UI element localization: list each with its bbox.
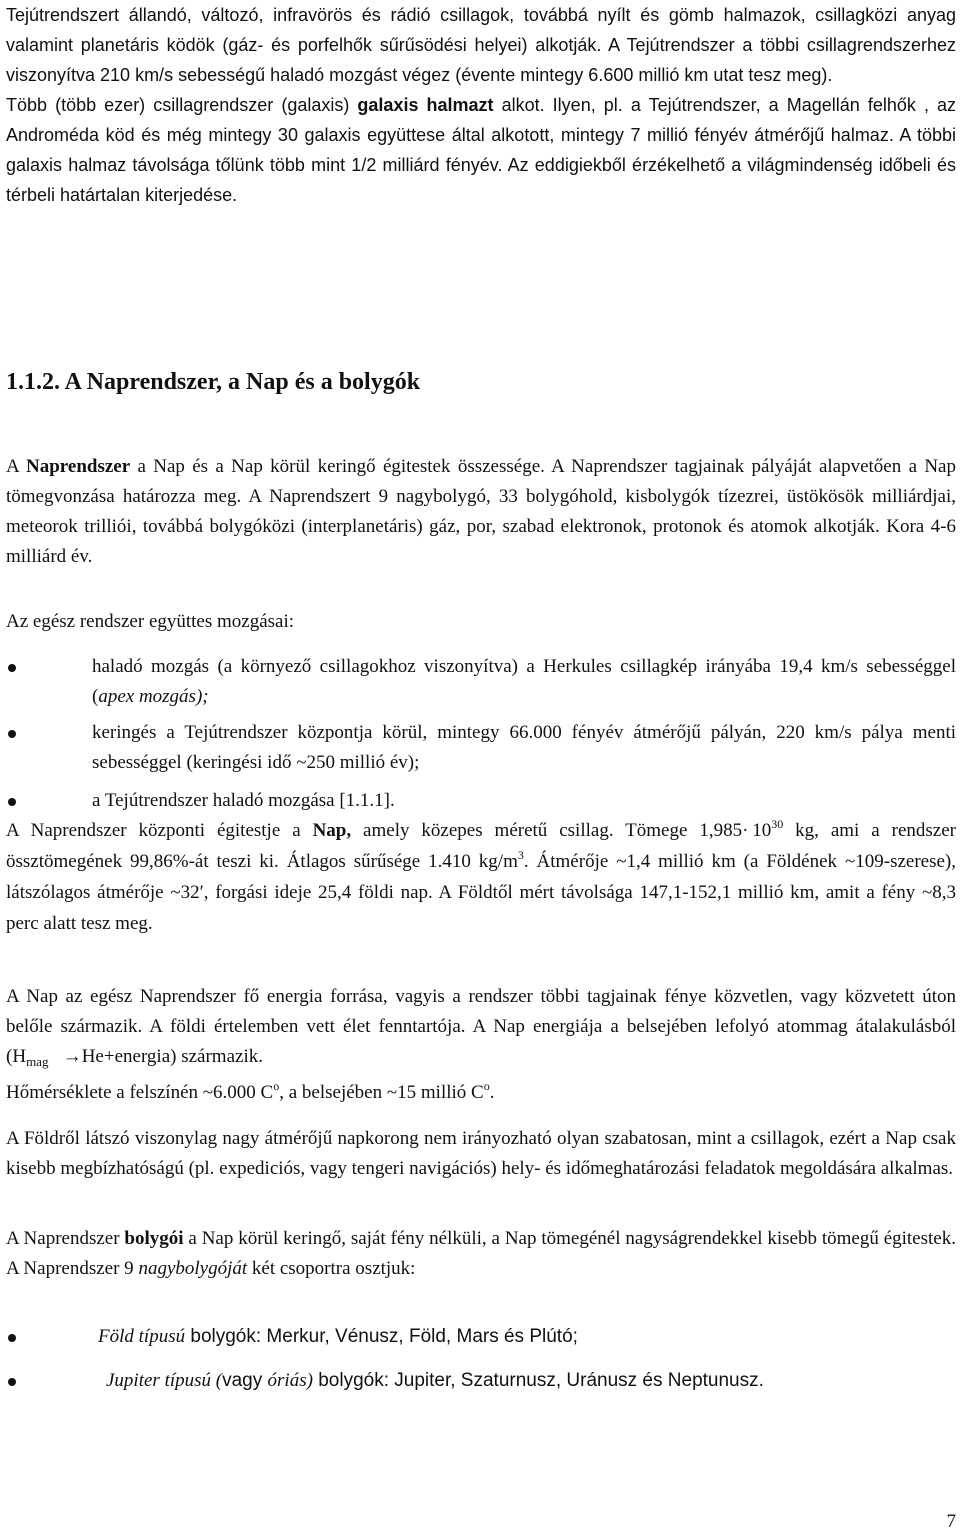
planets-post: két csoportra osztjuk: <box>247 1258 416 1279</box>
temperature-paragraph <box>6 1078 956 1108</box>
bullet-icon <box>8 730 16 738</box>
energy-sub: mag <box>26 1054 49 1069</box>
motion-intro <box>6 607 956 637</box>
planets-italic: nagybolygóját <box>138 1258 248 1279</box>
group-1-text: bolygók: Merkur, Vénusz, Föld, Mars és Plútó; <box>185 1326 578 1347</box>
motion-item-1-italic: apex mozgás); <box>98 686 209 707</box>
list-item <box>6 718 956 778</box>
degree-1: o <box>273 1079 280 1093</box>
disk-paragraph <box>6 1124 956 1184</box>
sun-post: . Átmérője ~1,4 millió km (a Földének ~109-szerese), látszólagos átmérője ~32′, forgási ideje 25,4 földi nap. A Földtől mért távolsága 147,1-152,1 millió km, amit a fény ~8,3 perc alatt tesz meg. <box>6 851 956 934</box>
temp-post: . <box>489 1082 495 1103</box>
intro-p2-bold: galaxis halmazt <box>357 95 494 115</box>
page-number: 7 <box>946 1511 956 1532</box>
planet-groups-list <box>6 1322 956 1410</box>
bullet-icon <box>8 1378 16 1386</box>
temp-mid: , a belsejében ~15 millió C <box>279 1082 484 1103</box>
group-2-text: bolygók: Jupiter, Szaturnusz, Uránusz és Neptunusz. <box>312 1370 764 1391</box>
bullet-icon <box>8 664 16 672</box>
motion-item-1-text: haladó mozgás (a környező csillagokhoz viszonyítva) a Herkules csillagkép irányába 19,4 km/s sebességgel ( <box>92 656 956 707</box>
list-item <box>6 1366 956 1396</box>
motion-item-2-text: keringés a Tejútrendszer központja körül, mintegy 66.000 fényév átmérőjű pályán, 220 km/s pálya menti sebességgel (keringési idő ~250 millió év); <box>92 722 956 773</box>
energy-paragraph <box>6 982 956 1072</box>
group-2-italic: Jupiter típusú ( <box>106 1370 223 1391</box>
arrow-icon: → <box>62 1046 82 1067</box>
list-item <box>6 786 956 816</box>
ss-bold: Naprendszer <box>26 456 131 477</box>
energy-post: He+energia) származik. <box>81 1046 263 1067</box>
degree-2: o <box>483 1079 490 1093</box>
sun-pre: A Naprendszer központi égitestje a <box>6 820 313 841</box>
energy-pre: A Nap az egész Naprendszer fő energia forrása, vagyis a rendszer többi tagjainak fénye közvetlen, vagy közvetett úton belőle származik. A földi értelemben vett élet fenntartója. A Nap energiája a belsejében lefolyó atommag átalakulásból (H <box>6 986 956 1067</box>
intro-p2-pre: Több (több ezer) csillagrendszer (galaxis) <box>6 95 358 115</box>
list-item <box>6 652 956 712</box>
group-2-italic-2: óriás) <box>267 1370 313 1391</box>
intro-p2-post: alkot. Ilyen, pl. a Tejútrendszer, a Magellán felhők , az Androméda köd és még mintegy 30 galaxis együttese által alkotott, mintegy 7 millió fényév átmérőjű halmaz. A többi galaxis halmaz távolsága tőlünk több mint 1/2 milliárd fényév. Az eddigiekből érzékelhető a világmindenség időbeli és térbeli határtalan kiterjedése. <box>6 95 957 205</box>
group-1-italic: Föld típusú <box>98 1326 186 1347</box>
sun-base: 10 <box>752 820 772 841</box>
group-2-mid: vagy <box>222 1370 268 1391</box>
ss-post: a Nap és a Nap körül keringő égitestek összessége. A Naprendszer tagjainak pályáját alapvetően a Nap tömegvonzása határozza meg. A Naprendszert 9 nagybolygó, 33 bolygóhold, kisbolygók tízezrei, üstökösök milliárdjai, meteorok trilliói, továbbá bolygóközi (interplanetáris) gáz, por, szabad elektronok, protonok és atomok alkotják. Kora 4-6 milliárd év. <box>6 456 956 567</box>
planets-mid: a Nap körül keringő, saját fény nélküli, a Nap tömegénél nagyságrendekkel kisebb tömegű égitestek. A Naprendszer 9 <box>6 1228 956 1279</box>
planets-paragraph <box>6 1224 956 1284</box>
motion-list <box>6 652 956 824</box>
motion-item-3-text: a Tejútrendszer haladó mozgása [1.1.1]. <box>92 790 395 811</box>
temp-pre: Hőmérséklete a felszínén ~6.000 C <box>6 1082 274 1103</box>
planets-pre: A Naprendszer <box>6 1228 125 1249</box>
solar-system-paragraph <box>6 452 956 572</box>
planets-bold: bolygói <box>124 1228 184 1249</box>
times-sign: · <box>742 820 749 841</box>
section-heading: 1.1.2. A Naprendszer, a Nap és a bolygók <box>6 369 421 395</box>
sun-paragraph <box>6 815 956 939</box>
intro-block <box>6 0 956 210</box>
sun-exponent-2: 3 <box>517 848 524 862</box>
intro-paragraph-1: Tejútrendszert állandó, változó, infravörös és rádió csillagok, továbbá nyílt és gömb halmazok, csillagközi anyag valamint planetáris ködök (gáz- és porfelhők sűrűsödési helyei) alkotják. A Tejútrendszer a többi csillagrendszerhez viszonyítva 210 km/s sebességű haladó mozgást végez (évente mintegy 6.600 millió km utat tesz meg). <box>6 5 956 85</box>
bullet-icon <box>8 1334 16 1342</box>
list-item <box>6 1322 956 1352</box>
disk-text: A Földről látszó viszonylag nagy átmérőjű napkorong nem irányozható olyan szabatosan, mint a csillagok, ezért a Nap csak kisebb megbízhatóságú (pl. expediciós, vagy tengeri navigációs) hely- és időmeghatározási feladatok megoldására alkalmas. <box>6 1128 956 1179</box>
intro-paragraph-2 <box>6 90 956 210</box>
bullet-icon <box>8 798 16 806</box>
motion-intro-text: Az egész rendszer együttes mozgásai: <box>6 611 295 632</box>
sun-mid2: kg, ami a rendszer össztömegének 99,86%-át teszi ki. Átlagos sűrűsége 1.410 kg/m <box>6 820 956 872</box>
sun-bold: Nap, <box>312 820 352 841</box>
ss-pre: A <box>6 456 27 477</box>
sun-exponent: 30 <box>771 817 784 831</box>
sun-mid1: amely közepes méretű csillag. Tömege 1,985 <box>351 820 743 841</box>
